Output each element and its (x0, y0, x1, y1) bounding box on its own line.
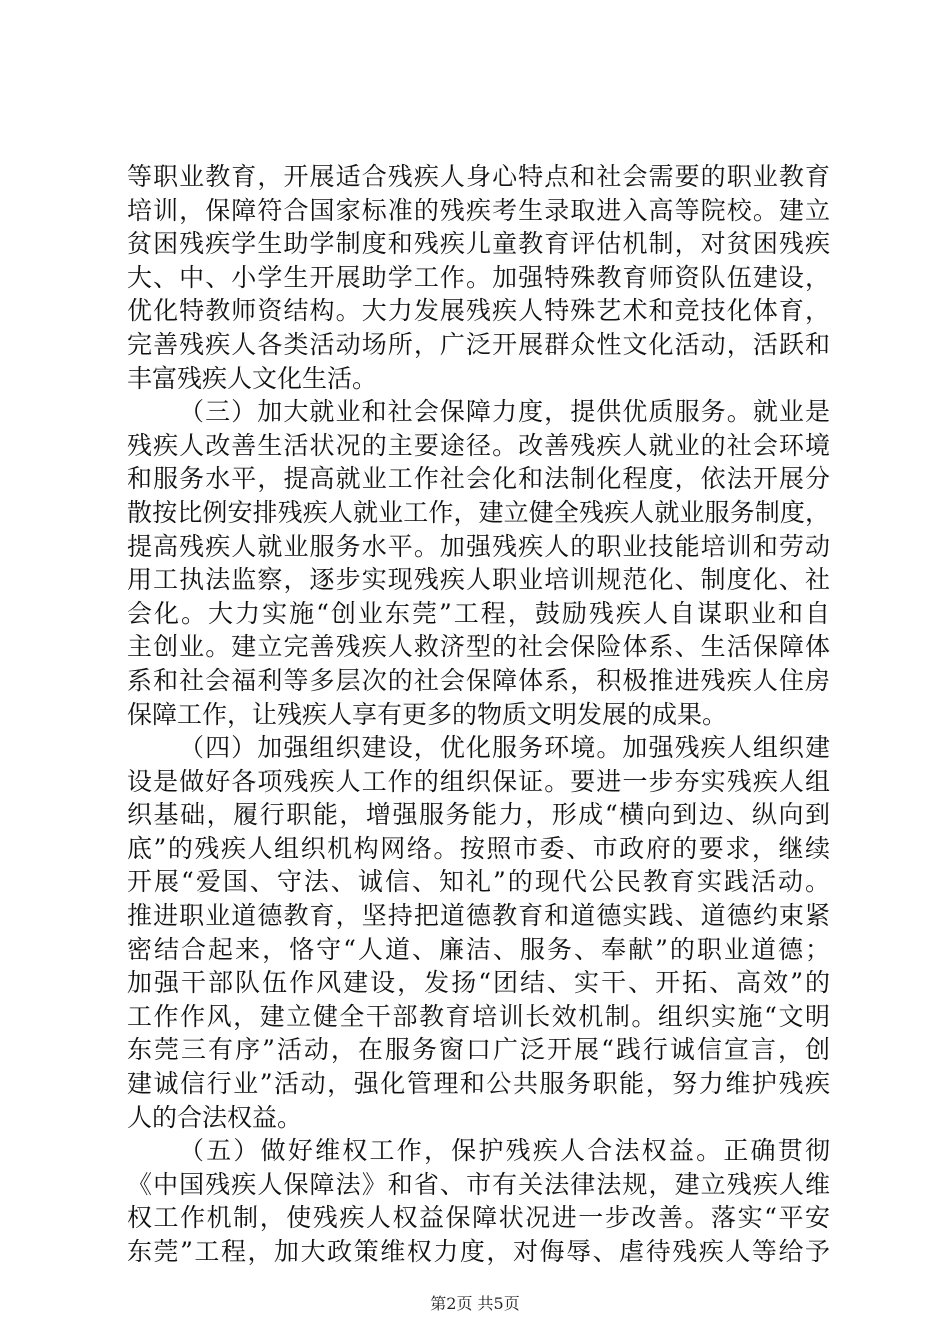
text-line: 织基础，履行职能，增强服务能力，形成“横向到边、纵向到 (127, 800, 830, 830)
text-line: 丰富残疾人文化生活。 (127, 363, 378, 393)
text-line: （五）做好维权工作，保护残疾人合法权益。正确贯彻 (179, 1136, 830, 1166)
text-line: 主创业。建立完善残疾人救济型的社会保险体系、生活保障体 (127, 632, 830, 662)
text-line: 等职业教育，开展适合残疾人身心特点和社会需要的职业教育 (127, 162, 830, 191)
text-line: 工作作风，建立健全干部教育培训长效机制。组织实施“文明 (127, 1001, 830, 1031)
text-line: 权工作机制，使残疾人权益保障状况进一步改善。落实“平安 (127, 1203, 830, 1233)
text-line: 贫困残疾学生助学制度和残疾儿童教育评估机制，对贫困残疾 (127, 229, 830, 259)
text-line: 系和社会福利等多层次的社会保障体系，积极推进残疾人住房 (127, 665, 830, 695)
text-line: 提高残疾人就业服务水平。加强残疾人的职业技能培训和劳动 (127, 531, 830, 561)
text-line: 《中国残疾人保障法》和省、市有关法律法规，建立残疾人维 (127, 1169, 830, 1199)
text-line: 和服务水平，提高就业工作社会化和法制化程度，依法开展分 (127, 464, 830, 494)
text-line: 优化特教师资结构。大力发展残疾人特殊艺术和竞技化体育， (127, 296, 830, 326)
text-line: 加强干部队伍作风建设，发扬“团结、实干、开拓、高效”的 (127, 968, 830, 998)
text-line: 东莞三有序”活动，在服务窗口广泛开展“践行诚信宣言，创 (127, 1035, 830, 1065)
text-line: 散按比例安排残疾人就业工作，建立健全残疾人就业服务制度， (127, 497, 830, 527)
page-footer: 第2页 共5页 (430, 1294, 520, 1313)
text-line: 会化。大力实施“创业东莞”工程，鼓励残疾人自谋职业和自 (127, 598, 830, 628)
text-line: 残疾人改善生活状况的主要途径。改善残疾人就业的社会环境 (127, 430, 830, 460)
text-line: 保障工作，让残疾人享有更多的物质文明发展的成果。 (127, 699, 728, 729)
text-line: 完善残疾人各类活动场所，广泛开展群众性文化活动，活跃和 (127, 329, 830, 359)
document-body (127, 160, 830, 1269)
text-line: 东莞”工程，加大政策维权力度，对侮辱、虐待残疾人等给予 (127, 1237, 830, 1266)
text-line: 底”的残疾人组织机构网络。按照市委、市政府的要求，继续 (127, 833, 830, 863)
text-line: 大、中、小学生开展助学工作。加强特殊教育师资队伍建设， (127, 262, 830, 292)
text-line: 开展“爱国、守法、诚信、知礼”的现代公民教育实践活动。 (127, 867, 830, 897)
text-line: 推进职业道德教育，坚持把道德教育和道德实践、道德约束紧 (127, 901, 830, 931)
text-line: （四）加强组织建设，优化服务环境。加强残疾人组织建 (179, 733, 830, 763)
text-line: 密结合起来，恪守“人道、廉洁、服务、奉献”的职业道德； (127, 934, 830, 964)
text-line: 设是做好各项残疾人工作的组织保证。要进一步夯实残疾人组 (127, 766, 830, 796)
text-line: 建诚信行业”活动，强化管理和公共服务职能，努力维护残疾 (127, 1069, 830, 1099)
text-line: 用工执法监察，逐步实现残疾人职业培训规范化、制度化、社 (127, 565, 830, 595)
text-line: 人的合法权益。 (127, 1102, 303, 1132)
text-line: 培训，保障符合国家标准的残疾考生录取进入高等院校。建立 (127, 195, 830, 225)
text-line: （三）加大就业和社会保障力度，提供优质服务。就业是 (179, 397, 830, 427)
